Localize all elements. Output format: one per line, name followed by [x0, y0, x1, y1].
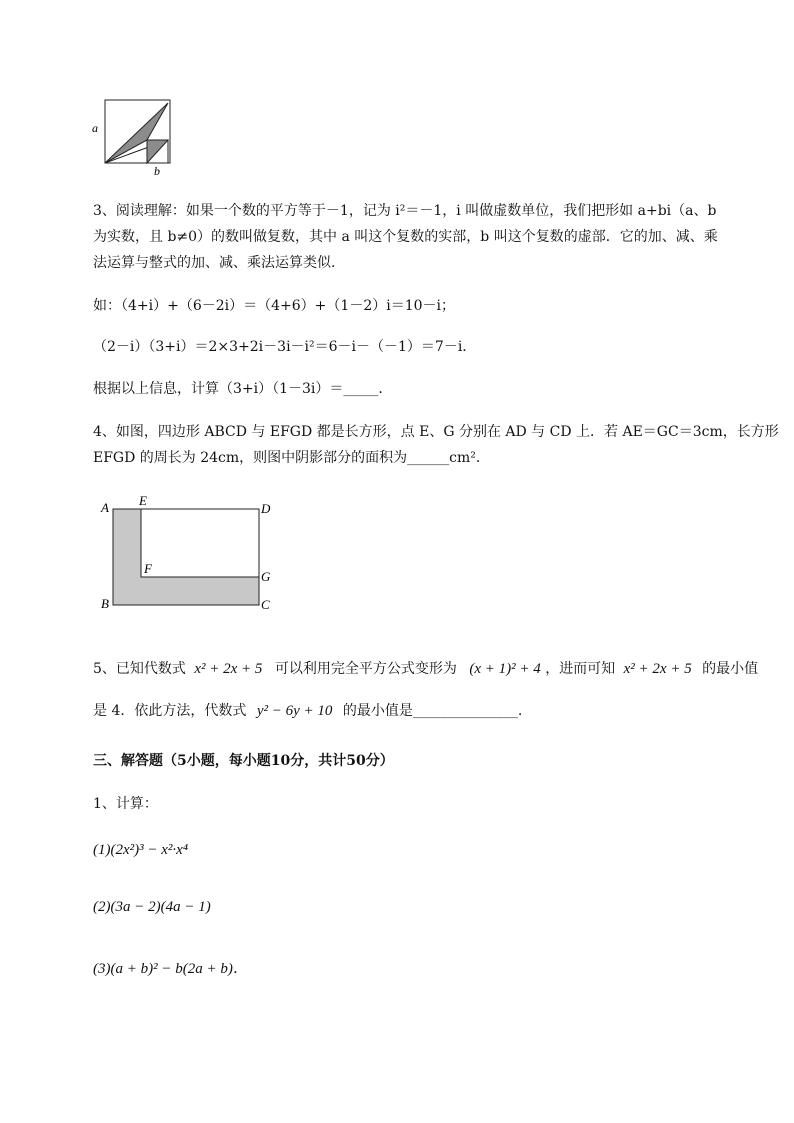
q5-text2: 可以利用完全平方公式变形为: [274, 661, 457, 677]
s1-title: 1、计算：: [93, 796, 158, 812]
q5-expr3: x² + 2x + 5: [623, 661, 692, 677]
figure-square-triangles: [90, 95, 180, 180]
figure-rectangles: [95, 495, 285, 620]
q5-text3: ，进而可知: [545, 661, 616, 677]
label-b: b: [154, 164, 160, 178]
s1-item2: (2)(3a − 2)(4a − 1): [93, 899, 211, 915]
q5-text1: 5、已知代数式: [93, 661, 186, 677]
q3-line2: 为实数，且 b≠0）的数叫做复数，其中 a 叫这个复数的实部，b 叫这个复数的虚部．它的加、减、乘: [93, 229, 718, 245]
q5-text5: 是 4．依此方法，代数式: [93, 703, 247, 719]
rectangle-efgd: [141, 509, 259, 577]
q3-question: 根据以上信息，计算（3+i）（1－3i）＝_____．: [93, 381, 393, 397]
section3-title: 三、解答题（5小题，每小题10分，共计50分）: [93, 753, 394, 769]
label-a: a: [92, 121, 98, 135]
q5-expr4: y² − 6y + 10: [256, 703, 333, 719]
label-B: B: [101, 596, 109, 611]
q3-line3: 法运算与整式的加、减、乘法运算类似．: [93, 255, 345, 271]
q5-line1: [93, 658, 758, 678]
label-A: A: [101, 500, 109, 515]
s1-item1: (1)(2x²)³ − x²·x⁴: [93, 842, 189, 858]
label-G: G: [261, 569, 271, 584]
q5-text6: 的最小值是_______________.: [342, 703, 523, 719]
q3-example2: （2－i）（3+i）＝2×3+2i－3i－i²＝6－i－（－1）＝7－i．: [93, 339, 477, 355]
q4-line2: EFGD 的周长为 24cm，则图中阴影部分的面积为______cm²．: [93, 450, 490, 466]
q3-line1: 3、阅读理解：如果一个数的平方等于－1，记为 i²＝－1，i 叫做虚数单位，我们把形如 a+bi（a、b: [93, 203, 717, 219]
q3-example1: 如：（4+i）+（6－2i）＝（4+6）+（1－2）i＝10－i；: [93, 298, 455, 314]
q4-line1: 4、如图，四边形 ABCD 与 EFGD 都是长方形，点 E、G 分别在 AD 与 CD 上．若 AE＝GC＝3cm，长方形: [93, 424, 779, 440]
label-C: C: [261, 597, 270, 612]
label-D: D: [261, 501, 271, 516]
q5-line2: [93, 700, 522, 720]
label-F: F: [144, 561, 152, 576]
q5-expr2: (x + 1)² + 4: [469, 661, 541, 677]
s1-item3: (3)(a + b)² − b(2a + b)．: [93, 961, 248, 977]
q5-text4: 的最小值: [702, 661, 759, 677]
q5-expr1: x² + 2x + 5: [194, 661, 263, 677]
label-E: E: [139, 495, 147, 508]
